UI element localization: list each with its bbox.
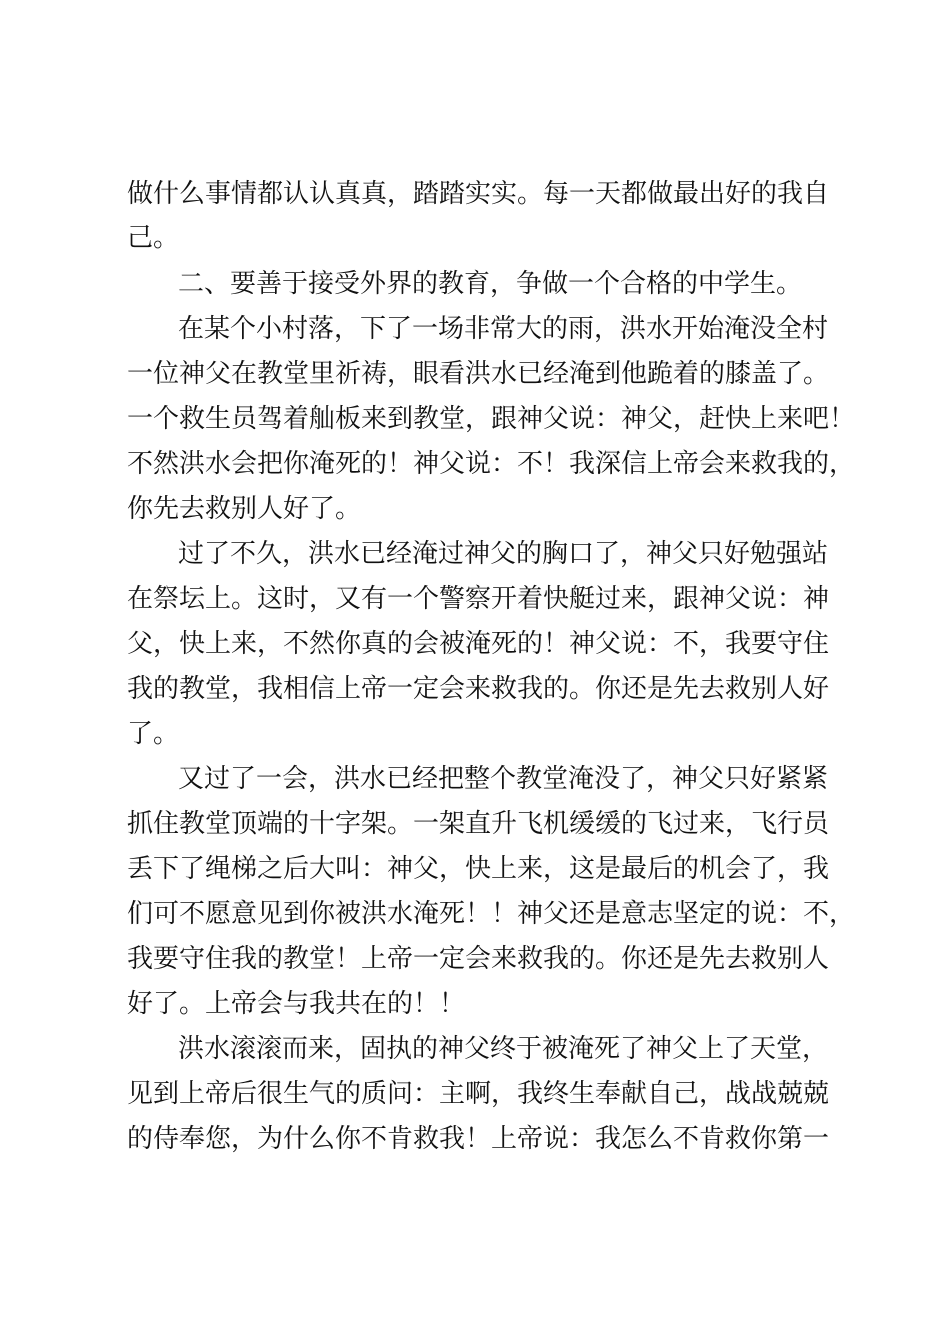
text-line: 一个救生员驾着舢板来到教堂，跟神父说：神父，赶快上来吧！: [127, 404, 856, 434]
text-line: 不然洪水会把你淹死的！神父说：不！我深信上帝会来救我的，: [127, 449, 856, 479]
section-heading: 二、要善于接受外界的教育，争做一个合格的中学生。: [178, 269, 803, 299]
text-line: 们可不愿意见到你被洪水淹死！！神父还是意志坚定的说：不，: [127, 899, 856, 929]
paragraph-first-line: 过了不久，洪水已经淹过神父的胸口了，神父只好勉强站: [178, 539, 829, 569]
text-line: 做什么事情都认认真真，踏踏实实。每一天都做最出好的我自: [127, 179, 830, 209]
text-line: 好了。上帝会与我共在的！！: [127, 989, 466, 1019]
text-line: 丢下了绳梯之后大叫：神父，快上来，这是最后的机会了，我: [127, 854, 830, 884]
text-line: 我要守住我的教堂！上帝一定会来救我的。你还是先去救别人: [127, 944, 830, 974]
text-line: 见到上帝后很生气的质问：主啊，我终生奉献自己，战战兢兢: [127, 1079, 830, 1109]
text-line: 的侍奉您，为什么你不肯救我！上帝说：我怎么不肯救你第一: [127, 1124, 830, 1154]
text-line: 了。: [127, 719, 180, 749]
text-line: 己。: [127, 223, 180, 253]
paragraph-first-line: 又过了一会，洪水已经把整个教堂淹没了，神父只好紧紧: [178, 764, 829, 794]
text-line: 抓住教堂顶端的十字架。一架直升飞机缓缓的飞过来，飞行员: [127, 809, 830, 839]
text-line: 我的教堂，我相信上帝一定会来救我的。你还是先去救别人好: [127, 674, 830, 704]
text-line: 在祭坛上。这时，又有一个警察开着快艇过来，跟神父说：神: [127, 584, 830, 614]
text-line: 父，快上来，不然你真的会被淹死的！神父说：不，我要守住: [127, 629, 830, 659]
paragraph-first-line: 洪水滚滚而来，固执的神父终于被淹死了神父上了天堂，: [178, 1034, 829, 1064]
text-line: 一位神父在教堂里祈祷，眼看洪水已经淹到他跪着的膝盖了。: [127, 359, 830, 389]
text-line: 你先去救别人好了。: [127, 494, 362, 524]
paragraph-first-line: 在某个小村落，下了一场非常大的雨，洪水开始淹没全村: [178, 314, 829, 344]
